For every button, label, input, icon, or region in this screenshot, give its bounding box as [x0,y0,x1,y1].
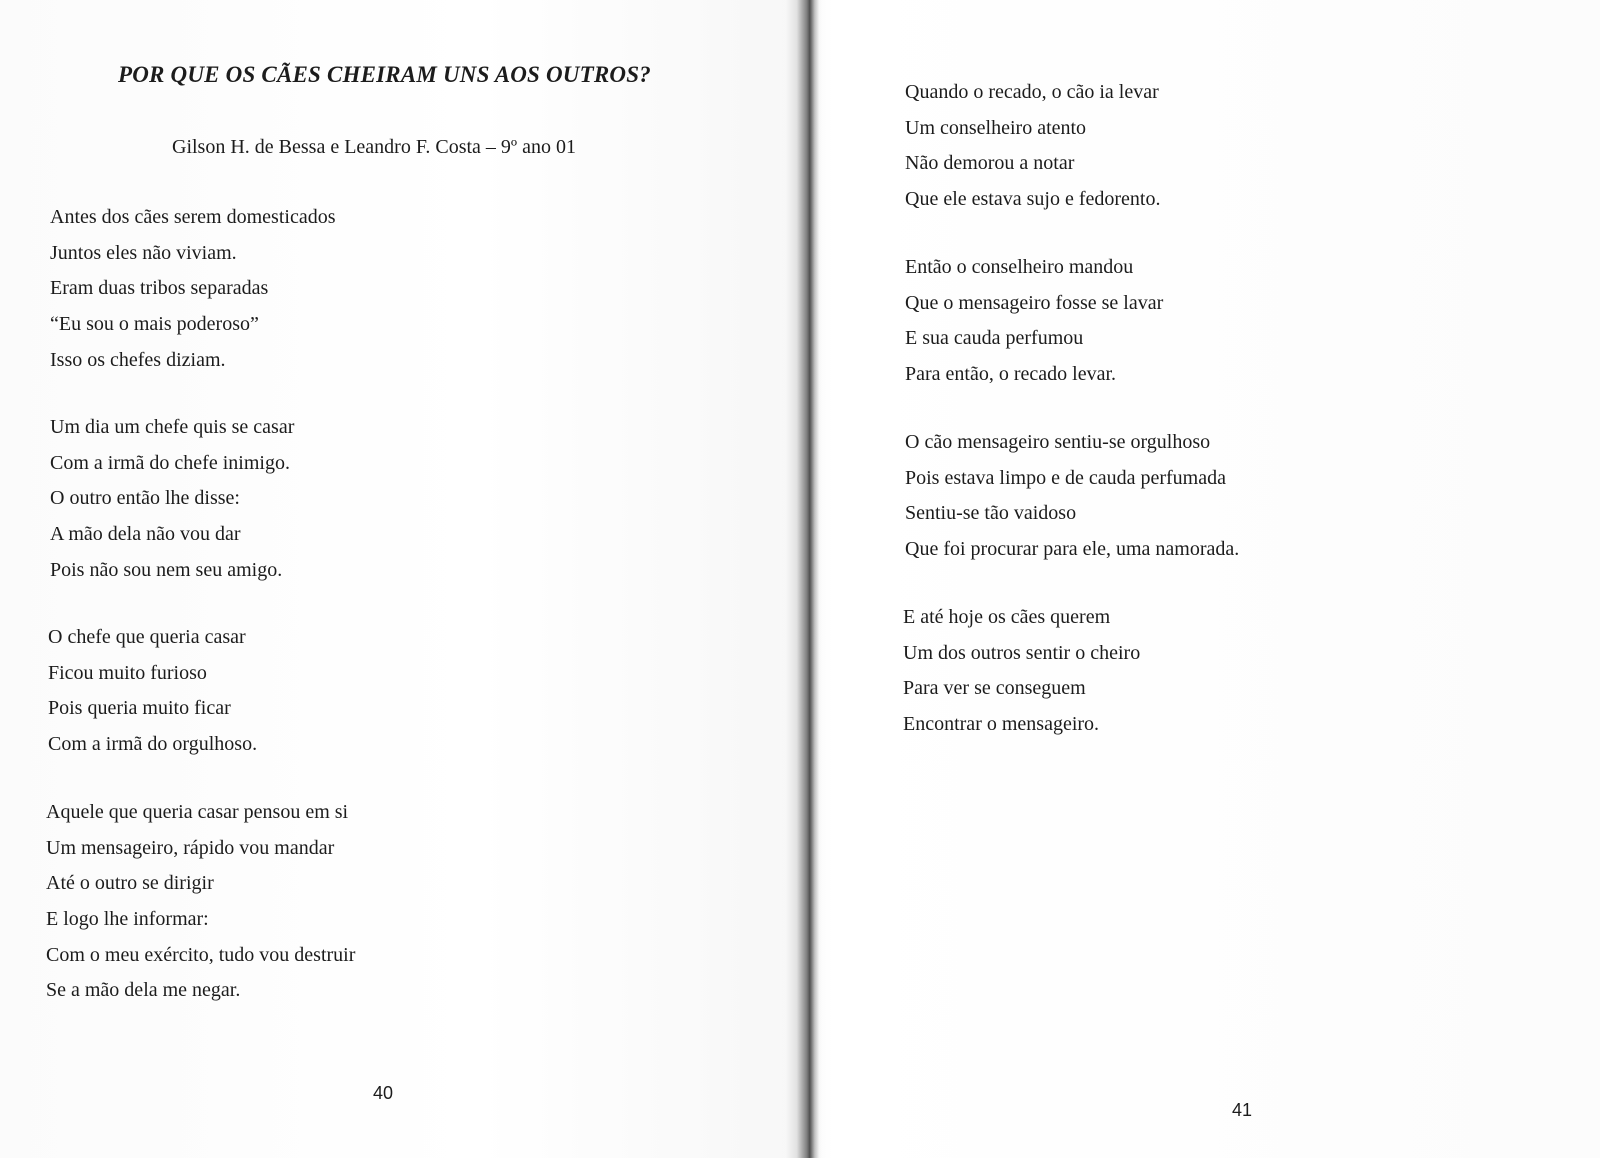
verse-line: Sentiu-se tão vaidoso [905,502,1077,525]
verse-line: Para ver se conseguem [903,677,1086,700]
verse-line: Um conselheiro atento [905,116,1087,139]
verse-line: E sua cauda perfumou [905,327,1084,350]
verse-line: Para então, o recado levar. [905,363,1117,386]
stanza [905,250,1163,393]
verse-line: Um dia um chefe quis se casar [50,416,295,438]
verse-line: Pois estava limpo e de cauda perfumada [905,466,1226,489]
verse-line: Juntos eles não viviam. [50,241,237,264]
verse-line: Aquele que queria casar pensou em si [46,801,349,823]
verse-line: Eram duas tribos separadas [50,277,269,300]
page-number: 41 [1232,1100,1253,1120]
stanza [48,620,257,763]
verse-line: Se a mão dela me negar. [46,979,241,1002]
verse-line: Com a irmã do chefe inimigo. [50,451,290,474]
verse-line: Quando o recado, o cão ia levar [905,81,1159,103]
verse-line: Ficou muito furioso [48,661,207,684]
verse-line: Que o mensageiro fosse se lavar [905,291,1164,314]
verse-line: A mão dela não vou dar [50,523,241,546]
verse-line: Encontrar o mensageiro. [903,713,1100,736]
verse-line: Até o outro se dirigir [46,872,214,895]
stanza [905,425,1239,568]
verse-line: Isso os chefes diziam. [50,348,226,371]
verse-line: Que ele estava sujo e fedorento. [905,188,1161,211]
verse-line: Pois não sou nem seu amigo. [50,558,283,581]
verse-line: E até hoje os cães querem [903,606,1111,628]
poem-title: POR QUE OS CÃES CHEIRAM UNS AOS OUTROS? [118,62,651,87]
verse-line: Pois queria muito ficar [48,697,231,720]
stanza [50,200,335,378]
verse-line: O outro então lhe disse: [50,487,240,510]
verse-line: Um mensageiro, rápido vou mandar [46,836,335,859]
stanza [903,600,1140,743]
stanza [46,795,355,1009]
page-number: 40 [373,1083,394,1103]
verse-line: “Eu sou o mais poderoso” [50,313,259,336]
book-gutter [786,0,822,1158]
verse-line: O chefe que queria casar [48,626,246,648]
verse-line: Um dos outros sentir o cheiro [903,641,1141,664]
verse-line: Com a irmã do orgulhoso. [48,733,258,756]
verse-line: Que foi procurar para ele, uma namorada. [905,538,1240,561]
verse-line: Não demorou a notar [905,152,1075,175]
verse-line: E logo lhe informar: [46,908,209,931]
verse-line: Antes dos cães serem domesticados [50,206,336,228]
stanza [905,75,1160,218]
poem-authors: Gilson H. de Bessa e Leandro F. Costa – 9º ano 01 [172,136,576,158]
stanza [50,410,294,588]
verse-line: O cão mensageiro sentiu-se orgulhoso [905,431,1211,453]
verse-line: Com o meu exército, tudo vou destruir [46,943,356,966]
verse-line: Então o conselheiro mandou [905,256,1134,278]
